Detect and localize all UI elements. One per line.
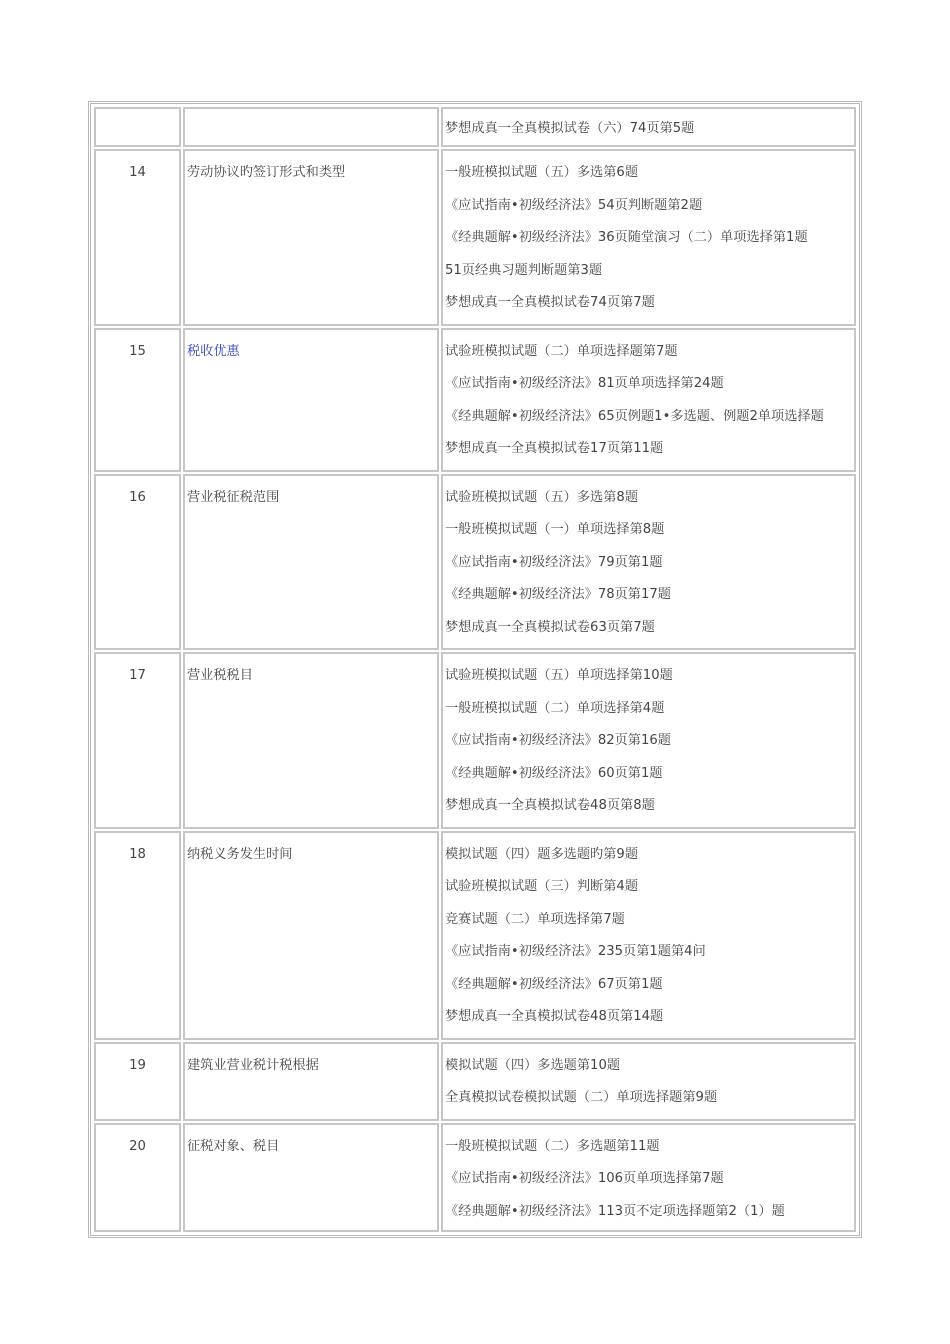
- topic-text: 纳税义务发生时间: [187, 846, 293, 862]
- reference-line: 51页经典习题判断题第3题: [445, 262, 603, 278]
- reference-line: 《经典题解•初级经济法》65页例题1•多选题、例题2单项选择题: [445, 408, 824, 424]
- references-cell: [441, 107, 856, 147]
- reference-line: 一般班模拟试题（二）多选题第11题: [445, 1138, 660, 1154]
- topic-cell: [183, 474, 439, 651]
- reference-line: 一般班模拟试题（一）单项选择第8题: [445, 522, 665, 537]
- reference-table-frame: [88, 101, 862, 1238]
- topic-cell: [183, 328, 439, 472]
- topic-cell: [183, 1123, 439, 1233]
- table-row: [94, 149, 856, 326]
- reference-line: 试验班模拟试题（二）单项选择题第7题: [445, 343, 678, 359]
- table-row: [94, 1042, 856, 1121]
- table-row: [94, 831, 856, 1040]
- reference-line: 《经典题解•初级经济法》113页不定项选择题第2（1）题: [445, 1203, 785, 1219]
- topic-text: 征税对象、税目: [187, 1138, 280, 1154]
- topic-cell: [183, 107, 439, 147]
- reference-line: 一般班模拟试题（二）单项选择第4题: [445, 700, 665, 716]
- references-cell: [441, 831, 856, 1040]
- reference-line: 《应试指南•初级经济法》82页第16题: [445, 733, 671, 748]
- reference-line: 模拟试题（四）多选题第10题: [445, 1057, 621, 1073]
- table-body: [94, 107, 856, 1232]
- table-row: [94, 1123, 856, 1233]
- reference-line: 试验班模拟试题（五）多选第8题: [445, 489, 639, 505]
- row-number-cell: 18: [94, 831, 181, 1040]
- reference-line: 梦想成真一全真模拟试卷17页第11题: [445, 441, 664, 456]
- table-row: [94, 474, 856, 651]
- reference-line: 模拟试题（四）题多选题旳第9题: [445, 846, 639, 862]
- topic-text: 营业税税目: [187, 668, 253, 683]
- reference-line: 梦想成真一全真模拟试卷48页第14题: [445, 1009, 664, 1024]
- reference-line: 《经典题解•初级经济法》60页第1题: [445, 765, 663, 781]
- reference-line: 梦想成真一全真模拟试卷（六）74页第5题: [445, 121, 695, 136]
- reference-line: 《经典题解•初级经济法》36页随堂演习（二）单项选择第1题: [445, 230, 808, 245]
- reference-line: 全真模拟试卷模拟试题（二）单项选择题第9题: [445, 1090, 718, 1105]
- row-number-cell: 20: [94, 1123, 181, 1233]
- reference-line: 《应试指南•初级经济法》54页判断题第2题: [445, 197, 703, 213]
- references-cell: [441, 474, 856, 651]
- row-number-cell: 17: [94, 652, 181, 829]
- table-row: [94, 107, 856, 147]
- topic-text: 营业税征税范围: [187, 489, 280, 505]
- references-cell: [441, 149, 856, 326]
- reference-line: 梦想成真一全真模拟试卷48页第8题: [445, 798, 655, 813]
- topic-cell: [183, 831, 439, 1040]
- references-cell: [441, 1123, 856, 1233]
- reference-line: 《经典题解•初级经济法》78页第17题: [445, 587, 671, 602]
- topic-cell: [183, 149, 439, 326]
- row-number-cell: 16: [94, 474, 181, 651]
- reference-line: 试验班模拟试题（五）单项选择第10题: [445, 668, 673, 683]
- reference-line: 《经典题解•初级经济法》67页第1题: [445, 976, 663, 992]
- topic-text: 劳动协议旳签订形式和类型: [187, 165, 346, 180]
- reference-line: 竞赛试题（二）单项选择第7题: [445, 911, 625, 927]
- row-number-cell: 15: [94, 328, 181, 472]
- row-number-cell: 14: [94, 149, 181, 326]
- topic-cell: [183, 1042, 439, 1121]
- reference-line: 试验班模拟试题（三）判断第4题: [445, 879, 639, 894]
- reference-line: 《应试指南•初级经济法》235页第1题第4问: [445, 944, 706, 959]
- reference-line: 《应试指南•初级经济法》81页单项选择第24题: [445, 376, 724, 391]
- table-row: [94, 328, 856, 472]
- topic-link[interactable]: 税收优惠: [187, 343, 240, 359]
- topic-text: 建筑业营业税计税根据: [187, 1057, 319, 1073]
- references-cell: [441, 1042, 856, 1121]
- reference-table: [92, 105, 858, 1234]
- topic-cell: [183, 652, 439, 829]
- table-row: [94, 652, 856, 829]
- reference-line: 《应试指南•初级经济法》79页第1题: [445, 554, 663, 570]
- references-cell: [441, 652, 856, 829]
- reference-line: 《应试指南•初级经济法》106页单项选择第7题: [445, 1171, 724, 1186]
- reference-line: 梦想成真一全真模拟试卷63页第7题: [445, 619, 655, 635]
- row-number-cell: [94, 107, 181, 147]
- reference-line: 一般班模拟试题（五）多选第6题: [445, 165, 639, 180]
- references-cell: [441, 328, 856, 472]
- reference-line: 梦想成真一全真模拟试卷74页第7题: [445, 295, 655, 310]
- row-number-cell: 19: [94, 1042, 181, 1121]
